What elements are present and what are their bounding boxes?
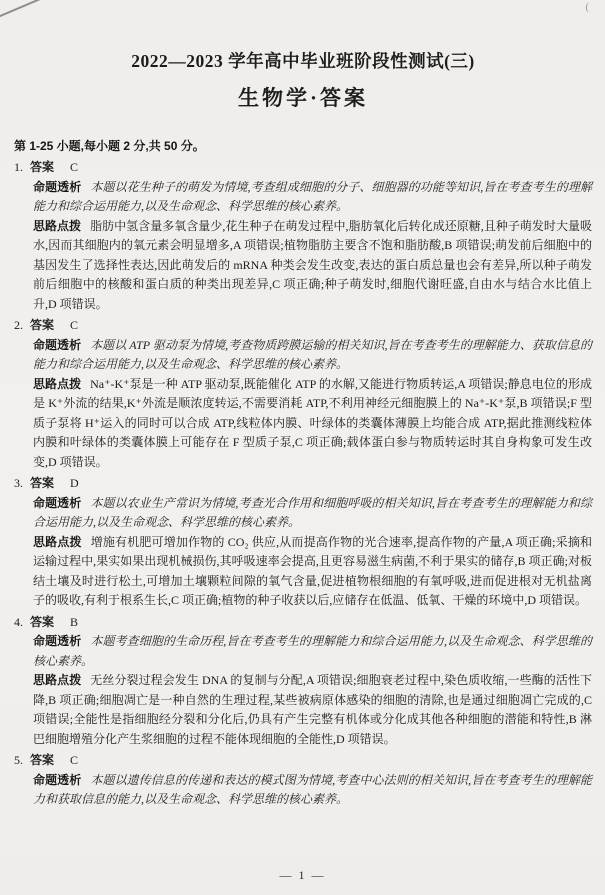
document-title: 2022—2023 学年高中毕业班阶段性测试(三) [131,51,475,71]
analysis-paragraph [33,494,592,533]
tips-paragraph [33,533,592,611]
document-subtitle: 生物学·答案 [237,86,368,110]
question-number: 5. [14,753,23,767]
question-block [14,613,592,750]
section-header: 第 1-25 小题,每小题 2 分,共 50 分。 [14,139,205,153]
analysis-paragraph [33,178,592,217]
tips-label: 思路点拨 [33,534,82,549]
answer-label: 答案 [30,160,55,174]
analysis-paragraph [33,632,592,671]
answer-value: D [70,476,79,490]
answer-value: C [70,753,79,767]
answer-line [14,751,592,771]
answer-label: 答案 [30,476,55,490]
analysis-paragraph [33,771,592,810]
analysis-text: 本题以遗传信息的传递和表达的模式图为情境,考查中心法则的相关知识,旨在考查考生的理解能力和获取信息的能力,以及生命观念、科学思维的核心素养。 [33,772,592,806]
analysis-label: 命题透析 [33,337,82,352]
analysis-text: 本题以农业生产常识为情境,考查光合作用和细胞呼吸的相关知识,旨在考查考生的理解能力和综合运用能力,以及生命观念、科学思维的核心素养。 [33,495,592,529]
analysis-paragraph [33,336,592,375]
question-number: 1. [14,160,23,174]
answer-label: 答案 [30,753,55,767]
answer-value: C [70,318,79,332]
page-number: — 1 — [279,868,326,882]
tips-paragraph [33,671,592,749]
analysis-label: 命题透析 [33,495,82,510]
tips-label: 思路点拨 [33,673,82,687]
answer-value: B [70,614,79,629]
analysis-text: 本题以花生种子的萌发为情境,考查组成细胞的分子、细胞器的功能等知识,旨在考查考生的理解能力和综合运用能力,以及生命观念、科学思维的核心素养。 [33,179,592,213]
tips-paragraph [33,375,592,473]
answer-line [14,158,592,178]
question-number: 2. [14,318,23,332]
scan-artifact-line [0,0,41,18]
question-block [14,751,592,810]
tips-text: 增施有机肥可增加作物的 CO₂ 供应,从而提高作物的光合速率,提高作物的产量,A 项正确;采摘和运输过程中,果实如果出现机械损伤,其呼吸速率会提高,且更容易滋生病菌,不利于果实的储存,B 项正确;对板结土壤及时进行松土,可增加土壤颗粒间隙的氧气含量,促进植物根细胞的有氧呼吸,进而促进根对无机盐离子的吸收,有利于根系生长,C 项正确;植物的种子收获以后,应储存在低温、低氧、干燥的环境中,D 项错误。 [33,534,592,607]
tips-paragraph [33,217,592,315]
question-block [14,474,592,611]
analysis-label: 命题透析 [33,179,82,194]
question-block [14,316,592,472]
tips-label: 思路点拨 [33,376,82,391]
question-block [14,158,592,314]
answer-label: 答案 [30,318,55,332]
question-number: 4. [14,614,23,629]
question-number: 3. [14,476,23,490]
answer-line [14,474,592,494]
analysis-text: 本题以 ATP 驱动泵为情境,考查物质跨膜运输的相关知识,旨在考查考生的理解能力、获取信息的能力和综合运用能力,以及生命观念、科学思维的核心素养。 [33,337,592,371]
answer-line [14,613,592,633]
tips-text: 无丝分裂过程会发生 DNA 的复制与分配,A 项错误;细胞衰老过程中,染色质收缩,一些酶的活性下降,B 项正确;细胞凋亡是一种自然的生理过程,某些被病原体感染的细胞的清除,也是通过细胞凋亡完成的,C 项错误;全能性是指细胞经分裂和分化后,仍具有产生完整有机体或分化成其他各种细胞的潜能和特性,B 淋巴细胞增殖分化产生浆细胞的过程不能体现细胞的全能性,D 项错误。 [33,673,592,746]
answer-line [14,316,592,336]
analysis-label: 命题透析 [33,634,82,648]
analysis-text: 本题考查细胞的生命历程,旨在考查考生的理解能力和综合运用能力,以及生命观念、科学思维的核心素养。 [33,634,592,668]
tips-text: 脂肪中氢含量多氧含量少,花生种子在萌发过程中,脂肪氧化后转化成还原糖,且种子萌发时大量吸水,因而其细胞内的氧元素会明显增多,A 项错误;植物脂肪主要含不饱和脂肪酸,B 项错误;萌发前后细胞中的基因发生了选择性表达,因此萌发后的 mRNA 种类会发生改变,表达的蛋白质总量也会有差异,所以种子萌发前后细胞中的核酸和蛋白质的种类出现差异,C 项正确;种子萌发时,细胞代谢旺盛,自由水与结合水比值上升,D 项错误。 [33,218,592,311]
tips-text: Na⁺-K⁺泵是一种 ATP 驱动泵,既能催化 ATP 的水解,又能进行物质转运,A 项错误;静息电位的形成是 K⁺外流的结果,K⁺外流是顺浓度转运,不需要消耗 ATP,不利用神经元细胞膜上的 Na⁺-K⁺泵,B 项错误;F 型质子泵将 H⁺运入的同时可以合成 ATP,线粒体内膜、叶绿体的类囊体薄膜上均能合成 ATP,据此推测线粒体内膜和叶绿体的类囊体膜上可能存在 F 型质子泵,C 项正确;载体蛋白参与物质转运时其自身构象可发生改变,D 项错误。 [33,376,592,469]
answer-label: 答案 [30,614,55,629]
analysis-label: 命题透析 [33,772,82,787]
tips-label: 思路点拨 [33,218,82,233]
answer-value: C [70,160,79,174]
questions-list [14,158,592,810]
scan-artifact-mark: ( [585,1,589,13]
